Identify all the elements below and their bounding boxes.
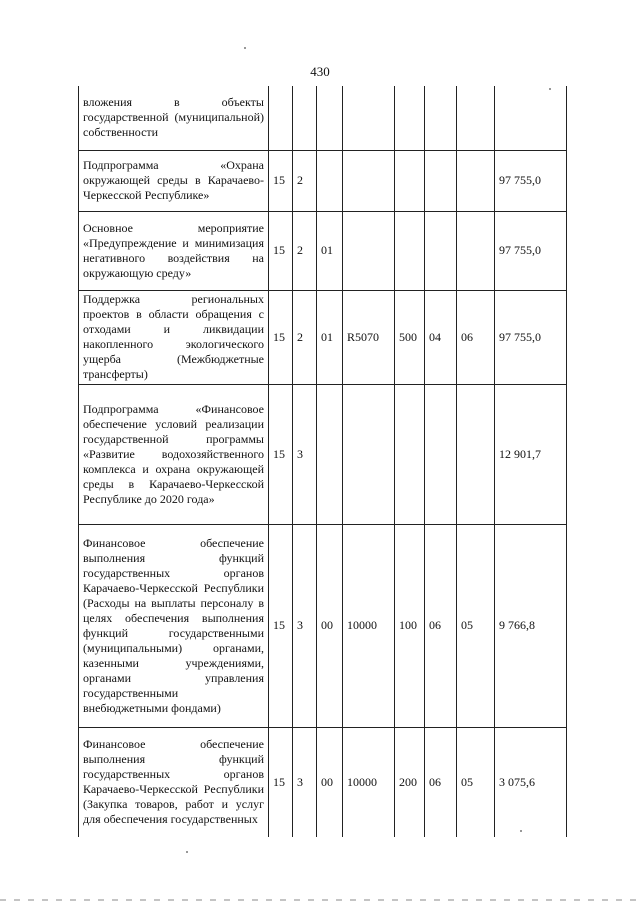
cell-code-2: 3 bbox=[293, 727, 317, 837]
cell-amount bbox=[495, 86, 567, 150]
cell-amount: 97 755,0 bbox=[495, 290, 567, 384]
table-row bbox=[79, 211, 567, 290]
cell-code-4: 10000 bbox=[343, 524, 395, 727]
cell-amount: 3 075,6 bbox=[495, 727, 567, 837]
row-description: Основное мероприятие «Предупреждение и минимизация негативного воздействия на окружающую среду» bbox=[79, 211, 269, 290]
cell-code-3 bbox=[317, 86, 343, 150]
row-description: вложения в объекты государственной (муниципальной) собственности bbox=[79, 86, 269, 150]
cell-code-2: 3 bbox=[293, 384, 317, 524]
cell-amount: 97 755,0 bbox=[495, 150, 567, 211]
row-description: Поддержка региональных проектов в области обращения с отходами и ликвидации накопленного экологического ущерба (Межбюджетные трансферты) bbox=[79, 290, 269, 384]
cell-code-4 bbox=[343, 384, 395, 524]
cell-code-2: 2 bbox=[293, 290, 317, 384]
cell-code-3: 00 bbox=[317, 727, 343, 837]
cell-code-7: 05 bbox=[457, 727, 495, 837]
scan-speck bbox=[186, 851, 188, 853]
cell-code-1: 15 bbox=[269, 727, 293, 837]
cell-code-5: 500 bbox=[395, 290, 425, 384]
cell-code-6: 06 bbox=[425, 524, 457, 727]
cell-code-1 bbox=[269, 86, 293, 150]
table-row bbox=[79, 86, 567, 150]
cell-code-2 bbox=[293, 86, 317, 150]
cell-amount: 9 766,8 bbox=[495, 524, 567, 727]
cell-amount: 97 755,0 bbox=[495, 211, 567, 290]
cell-code-7 bbox=[457, 150, 495, 211]
cell-code-5 bbox=[395, 384, 425, 524]
budget-table bbox=[78, 86, 567, 837]
cell-code-7 bbox=[457, 211, 495, 290]
row-description: Подпрограмма «Финансовое обеспечение условий реализации государственной программы «Развитие водохозяйственного комплекса и охрана окружающей среды в Карачаево-Черкесской Республике до 2020 года» bbox=[79, 384, 269, 524]
scan-edge-noise bbox=[0, 899, 640, 901]
cell-code-6 bbox=[425, 384, 457, 524]
cell-code-3: 01 bbox=[317, 290, 343, 384]
cell-code-6: 06 bbox=[425, 727, 457, 837]
cell-code-3 bbox=[317, 150, 343, 211]
cell-code-3: 01 bbox=[317, 211, 343, 290]
cell-code-4 bbox=[343, 86, 395, 150]
cell-code-5 bbox=[395, 150, 425, 211]
row-description: Подпрограмма «Охрана окружающей среды в Карачаево-Черкесской Республике» bbox=[79, 150, 269, 211]
table-row bbox=[79, 384, 567, 524]
table-row bbox=[79, 290, 567, 384]
cell-code-4: R5070 bbox=[343, 290, 395, 384]
table-row bbox=[79, 150, 567, 211]
table-row bbox=[79, 524, 567, 727]
cell-code-1: 15 bbox=[269, 211, 293, 290]
cell-code-5 bbox=[395, 86, 425, 150]
scan-speck bbox=[520, 830, 522, 832]
cell-code-6: 04 bbox=[425, 290, 457, 384]
cell-code-5 bbox=[395, 211, 425, 290]
cell-code-1: 15 bbox=[269, 290, 293, 384]
row-description: Финансовое обеспечение выполнения функций государственных органов Карачаево-Черкесской Республики (Закупка товаров, работ и услуг для обеспечения государственных bbox=[79, 727, 269, 837]
cell-code-6 bbox=[425, 86, 457, 150]
cell-code-2: 2 bbox=[293, 211, 317, 290]
cell-code-1: 15 bbox=[269, 150, 293, 211]
cell-code-3 bbox=[317, 384, 343, 524]
cell-code-7: 06 bbox=[457, 290, 495, 384]
scan-speck bbox=[244, 47, 246, 49]
cell-code-4 bbox=[343, 150, 395, 211]
scan-speck bbox=[549, 88, 551, 90]
cell-code-4: 10000 bbox=[343, 727, 395, 837]
page-number: 430 bbox=[310, 64, 330, 79]
cell-code-6 bbox=[425, 150, 457, 211]
cell-code-6 bbox=[425, 211, 457, 290]
cell-code-7 bbox=[457, 384, 495, 524]
row-description: Финансовое обеспечение выполнения функций государственных органов Карачаево-Черкесской Республики (Расходы на выплаты персоналу в целях обеспечения выполнения функций государственными (муниципальными) органами, казенными учреждениями, органами управления государственными внебюджетными фондами) bbox=[79, 524, 269, 727]
cell-code-5: 200 bbox=[395, 727, 425, 837]
cell-code-1: 15 bbox=[269, 384, 293, 524]
cell-code-1: 15 bbox=[269, 524, 293, 727]
cell-code-4 bbox=[343, 211, 395, 290]
table-row bbox=[79, 727, 567, 837]
cell-code-5: 100 bbox=[395, 524, 425, 727]
cell-code-7 bbox=[457, 86, 495, 150]
cell-code-2: 3 bbox=[293, 524, 317, 727]
cell-code-3: 00 bbox=[317, 524, 343, 727]
cell-code-7: 05 bbox=[457, 524, 495, 727]
cell-code-2: 2 bbox=[293, 150, 317, 211]
cell-amount: 12 901,7 bbox=[495, 384, 567, 524]
